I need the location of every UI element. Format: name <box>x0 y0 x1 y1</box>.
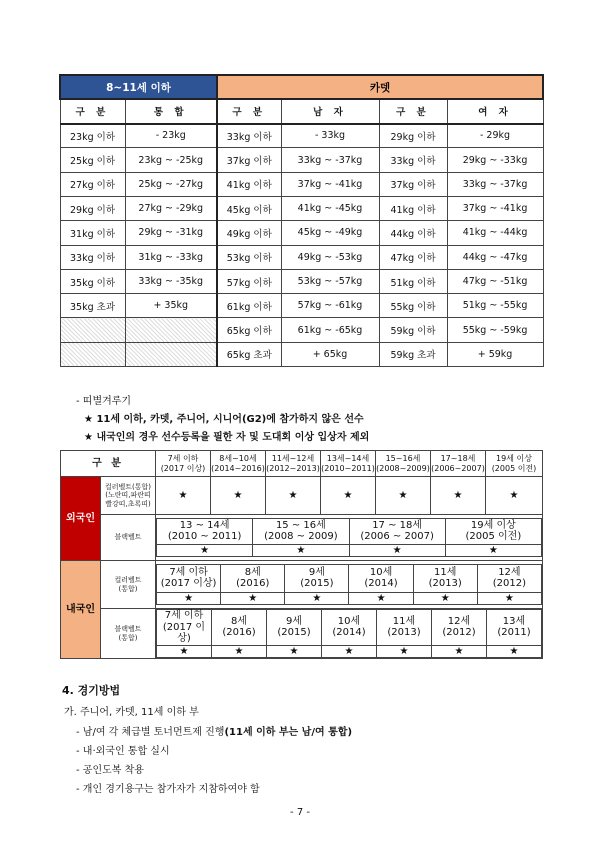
weight-cell: 61kg 이하 <box>217 294 281 318</box>
sub-header: 구 분 <box>379 99 447 123</box>
age-header: 7세 이하 (2017 이상) <box>156 451 211 477</box>
star-mark: ★ <box>322 645 377 658</box>
weight-cell: 61kg ~ -65kg <box>281 318 379 342</box>
weight-cell: 41kg ~ -45kg <box>281 196 379 220</box>
domestic-color-belt-label: 컬러벨트 (통합) <box>101 561 156 609</box>
star-mark: ★ <box>413 592 477 605</box>
belt-note-title: - 띠별겨루기 <box>76 396 132 407</box>
weight-cell: 37kg ~ -41kg <box>447 196 543 220</box>
rule-line: - 남/여 각 체급별 토너먼트제 진행(11세 이하 부는 남/여 통합) <box>76 727 353 738</box>
weight-row <box>60 172 543 196</box>
belt-division-table <box>60 450 543 659</box>
belt-note-item: ★ 내국인의 경우 선수등록을 필한 자 및 도대회 이상 입상자 제외 <box>84 432 370 443</box>
weight-row <box>60 318 543 342</box>
weight-cell: 31kg 이하 <box>60 221 125 245</box>
weight-cell <box>125 318 217 342</box>
star-mark: ★ <box>157 544 253 557</box>
weight-cell: 23kg 이하 <box>60 124 125 148</box>
weight-cell: 37kg 이하 <box>379 172 447 196</box>
weight-cell: 29kg 이하 <box>60 196 125 220</box>
age-cell: 11세 (2013) <box>377 610 432 646</box>
age-header: 15~16세 (2008~2009) <box>376 451 431 477</box>
weight-cell: 49kg 이하 <box>217 221 281 245</box>
weight-cell: 55kg ~ -59kg <box>447 318 543 342</box>
star-mark: ★ <box>157 592 221 605</box>
gubun-header: 구 분 <box>61 451 156 477</box>
weight-row <box>60 221 543 245</box>
sub-header: 구 분 <box>60 99 125 123</box>
star-mark: ★ <box>445 544 541 557</box>
weight-cell: 37kg ~ -41kg <box>281 172 379 196</box>
weight-cell: 41kg 이하 <box>379 196 447 220</box>
sub-header: 여 자 <box>447 99 543 123</box>
age-cell: 10세 (2014) <box>322 610 377 646</box>
weight-cell: 37kg 이하 <box>217 148 281 172</box>
age-cell: 7세 이하 (2017 이상) <box>157 564 221 592</box>
weight-cell: 25kg 이하 <box>60 148 125 172</box>
section-sub: 가. 주니어, 카뎃, 11세 이하 부 <box>64 707 199 718</box>
weight-row <box>60 294 543 318</box>
domestic-black-belt-label: 블랙벨트 (통합) <box>101 609 156 659</box>
weight-cell: 33kg 이하 <box>379 148 447 172</box>
star-mark: ★ <box>377 645 432 658</box>
star-mark: ★ <box>349 592 413 605</box>
age-cell: 8세 (2016) <box>221 564 285 592</box>
weight-cell: 51kg ~ -55kg <box>447 294 543 318</box>
age-cell: 19세 이상 (2005 이전) <box>445 518 541 544</box>
weight-row <box>60 124 543 148</box>
weight-cell <box>60 342 125 366</box>
age-header: 17~18세 (2006~2007) <box>431 451 486 477</box>
age-cell: 8세 (2016) <box>212 610 267 646</box>
star-mark: ★ <box>285 592 349 605</box>
rule-line: - 공인도복 착용 <box>76 765 144 776</box>
age-cell: 15 ~ 16세 (2008 ~ 2009) <box>253 518 349 544</box>
star-mark: ★ <box>157 645 212 658</box>
weight-cell: 49kg ~ -53kg <box>281 245 379 269</box>
weight-row <box>60 245 543 269</box>
age-header: 11세~12세 (2012~2013) <box>266 451 321 477</box>
age-cell: 9세 (2015) <box>285 564 349 592</box>
sub-header: 통 합 <box>125 99 217 123</box>
age-cell: 13세 (2011) <box>487 610 542 646</box>
weight-cell: + 59kg <box>447 342 543 366</box>
weight-cell: 44kg ~ -47kg <box>447 245 543 269</box>
weight-cell: 35kg 초과 <box>60 294 125 318</box>
weight-cell: 44kg 이하 <box>379 221 447 245</box>
weight-class-table <box>59 74 544 367</box>
weight-cell: 55kg 이하 <box>379 294 447 318</box>
age-cell: 7세 이하 (2017 이상) <box>157 610 212 646</box>
weight-cell: 33kg ~ -35kg <box>125 269 217 293</box>
weight-cell: 29kg ~ -33kg <box>447 148 543 172</box>
weight-cell: 47kg ~ -51kg <box>447 269 543 293</box>
age-cell: 12세 (2012) <box>477 564 541 592</box>
weight-cell: 59kg 이하 <box>379 318 447 342</box>
age-cell: 10세 (2014) <box>349 564 413 592</box>
sub-header: 남 자 <box>281 99 379 123</box>
weight-cell <box>125 342 217 366</box>
weight-cell: 29kg 이하 <box>379 124 447 148</box>
page-number: - 7 - <box>290 807 310 818</box>
weight-cell: 41kg 이하 <box>217 172 281 196</box>
rule-line: - 내·외국인 통합 실시 <box>76 746 170 757</box>
star-mark: ★ <box>211 477 266 515</box>
age-cell: 17 ~ 18세 (2006 ~ 2007) <box>349 518 445 544</box>
star-mark: ★ <box>432 645 487 658</box>
weight-cell: 25kg ~ -27kg <box>125 172 217 196</box>
age-header: 8세~10세 (2014~2016) <box>211 451 266 477</box>
domestic-black-belt-grid <box>156 609 542 658</box>
star-mark: ★ <box>486 477 543 515</box>
star-mark: ★ <box>267 645 322 658</box>
star-mark: ★ <box>477 592 541 605</box>
weight-cell: 45kg 이하 <box>217 196 281 220</box>
weight-cell: 31kg ~ -33kg <box>125 245 217 269</box>
star-mark: ★ <box>321 477 376 515</box>
foreign-label: 외국인 <box>61 477 101 561</box>
weight-row <box>60 342 543 366</box>
weight-cell: + 65kg <box>281 342 379 366</box>
star-mark: ★ <box>349 544 445 557</box>
weight-row <box>60 269 543 293</box>
star-mark: ★ <box>221 592 285 605</box>
age-cell: 12세 (2012) <box>432 610 487 646</box>
age-cell: 9세 (2015) <box>267 610 322 646</box>
weight-cell: 33kg 이하 <box>217 124 281 148</box>
weight-cell: - 33kg <box>281 124 379 148</box>
star-mark: ★ <box>376 477 431 515</box>
weight-cell: 57kg ~ -61kg <box>281 294 379 318</box>
sub-header-row <box>60 99 543 123</box>
weight-cell: 33kg ~ -37kg <box>281 148 379 172</box>
group-header-cadet: 카뎃 <box>217 75 543 99</box>
weight-cell: 65kg 초과 <box>217 342 281 366</box>
weight-cell: 33kg 이하 <box>60 245 125 269</box>
weight-cell: 45kg ~ -49kg <box>281 221 379 245</box>
age-cell: 11세 (2013) <box>413 564 477 592</box>
star-mark: ★ <box>266 477 321 515</box>
rule-line: - 개인 경기용구는 참가자가 지참하여야 함 <box>76 784 260 795</box>
star-mark: ★ <box>487 645 542 658</box>
foreign-black-belt-grid <box>156 518 542 558</box>
weight-cell: 27kg ~ -29kg <box>125 196 217 220</box>
section-title: 4. 경기방법 <box>62 684 121 697</box>
star-mark: ★ <box>253 544 349 557</box>
weight-cell: - 23kg <box>125 124 217 148</box>
weight-cell <box>60 318 125 342</box>
group-header-under11: 8~11세 이하 <box>60 75 217 99</box>
weight-cell: 53kg 이하 <box>217 245 281 269</box>
domestic-color-belt-grid <box>156 564 542 606</box>
sub-header: 구 분 <box>217 99 281 123</box>
weight-cell: 29kg ~ -31kg <box>125 221 217 245</box>
weight-cell: 47kg 이하 <box>379 245 447 269</box>
weight-cell: 65kg 이하 <box>217 318 281 342</box>
weight-cell: - 29kg <box>447 124 543 148</box>
weight-row <box>60 148 543 172</box>
foreign-black-belt-label: 블랙벨트 <box>101 515 156 561</box>
foreign-color-belt-label: 컬러벨트(통합) (노란띠,파란띠 빨강띠,초록띠) <box>101 477 156 515</box>
age-header: 19세 이상 (2005 이전) <box>486 451 543 477</box>
weight-cell: + 35kg <box>125 294 217 318</box>
weight-cell: 51kg 이하 <box>379 269 447 293</box>
belt-note-item: ★ 11세 이하, 카뎃, 주니어, 시니어(G2)에 참가하지 않은 선수 <box>84 414 364 425</box>
star-mark: ★ <box>212 645 267 658</box>
weight-cell: 23kg ~ -25kg <box>125 148 217 172</box>
weight-cell: 35kg 이하 <box>60 269 125 293</box>
weight-cell: 59kg 초과 <box>379 342 447 366</box>
weight-cell: 33kg ~ -37kg <box>447 172 543 196</box>
weight-cell: 57kg 이하 <box>217 269 281 293</box>
star-mark: ★ <box>156 477 211 515</box>
domestic-label: 내국인 <box>61 561 101 659</box>
age-cell: 13 ~ 14세 (2010 ~ 2011) <box>157 518 253 544</box>
star-mark: ★ <box>431 477 486 515</box>
weight-cell: 41kg ~ -44kg <box>447 221 543 245</box>
age-header: 13세~14세 (2010~2011) <box>321 451 376 477</box>
weight-cell: 53kg ~ -57kg <box>281 269 379 293</box>
weight-row <box>60 196 543 220</box>
weight-cell: 27kg 이하 <box>60 172 125 196</box>
